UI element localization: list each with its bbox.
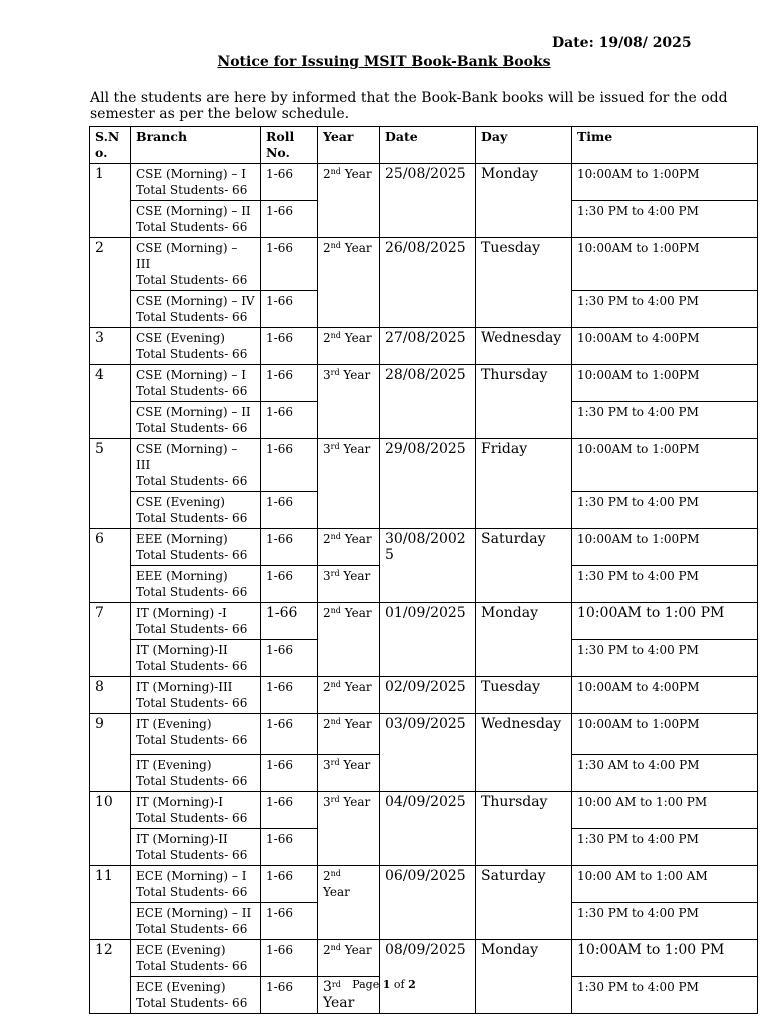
year-suffix: rd [330, 368, 340, 377]
day-cell: Monday [476, 603, 572, 677]
serial-number-cell: 1 [90, 164, 131, 238]
table-header-row [90, 127, 758, 164]
time-cell: 1:30 PM to 4:00 PM [572, 291, 758, 328]
time-cell: 10:00AM to 1:00 PM [572, 940, 758, 977]
year-cell [318, 439, 380, 529]
time-cell: 10:00AM to 1:00PM [572, 714, 758, 755]
year-suffix: rd [330, 442, 340, 451]
time-cell: 10:00 AM to 1:00 PM [572, 792, 758, 829]
day-cell: Tuesday [476, 238, 572, 328]
roll-number-cell: 1-66 [261, 829, 318, 866]
time-cell: 10:00AM to 1:00 PM [572, 603, 758, 640]
table-row [90, 866, 758, 903]
date-cell: 06/09/2025 [380, 866, 476, 940]
roll-number-cell: 1-66 [261, 566, 318, 603]
year-cell [318, 940, 380, 977]
roll-number-cell: 1-66 [261, 603, 318, 640]
year-cell [318, 866, 380, 940]
serial-number-cell: 12 [90, 940, 131, 1014]
year-word: Year [344, 167, 372, 181]
year-word: Year [344, 717, 372, 731]
year-word: Year [344, 331, 372, 345]
year-cell [318, 328, 380, 365]
branch-cell [131, 365, 261, 402]
branch-cell [131, 492, 261, 529]
year-suffix: rd [330, 758, 340, 767]
year-number: 2 [323, 241, 331, 255]
branch-name: IT (Morning) -I [136, 606, 227, 620]
day-cell: Thursday [476, 365, 572, 439]
header-day: Day [476, 127, 572, 164]
branch-cell [131, 677, 261, 714]
year-suffix: rd [330, 795, 340, 804]
roll-number-cell: 1-66 [261, 402, 318, 439]
table-row [90, 238, 758, 291]
serial-number-cell: 5 [90, 439, 131, 529]
year-number: 3 [323, 442, 331, 456]
year-cell [318, 365, 380, 439]
time-cell: 10:00AM to 1:00PM [572, 365, 758, 402]
date-cell: 27/08/2025 [380, 328, 476, 365]
header-sno: S.N o. [90, 127, 131, 164]
serial-number-cell: 4 [90, 365, 131, 439]
year-word: Year [323, 995, 355, 1011]
year-word: Year [343, 442, 371, 456]
notice-date: Date: 19/08/ 2025 [552, 35, 692, 51]
serial-number-cell: 11 [90, 866, 131, 940]
date-cell: 02/09/2025 [380, 677, 476, 714]
year-word: Year [344, 680, 372, 694]
total-students: Total Students- 66 [136, 733, 248, 747]
year-cell [318, 529, 380, 566]
year-number: 3 [323, 569, 331, 583]
of-word: of [393, 978, 405, 991]
year-suffix: nd [330, 717, 341, 726]
branch-cell [131, 566, 261, 603]
total-students: Total Students- 66 [136, 548, 248, 562]
serial-number-cell: 9 [90, 714, 131, 792]
time-cell: 10:00AM to 1:00PM [572, 529, 758, 566]
roll-number-cell: 1-66 [261, 977, 318, 1014]
branch-cell [131, 328, 261, 365]
date-cell: 28/08/2025 [380, 365, 476, 439]
roll-number-cell: 1-66 [261, 328, 318, 365]
roll-number-cell: 1-66 [261, 164, 318, 201]
serial-number-cell: 7 [90, 603, 131, 677]
branch-name: IT (Morning)-II [136, 643, 228, 657]
total-students: Total Students- 66 [136, 922, 248, 936]
time-cell: 10:00AM to 4:00PM [572, 677, 758, 714]
branch-name: ECE (Morning) – II [136, 906, 252, 920]
roll-number-cell: 1-66 [261, 866, 318, 903]
year-word: Year [344, 943, 372, 957]
year-number: 2 [323, 869, 331, 883]
roll-number-cell: 1-66 [261, 677, 318, 714]
year-suffix: nd [330, 869, 341, 878]
roll-number-cell: 1-66 [261, 439, 318, 492]
date-cell: 26/08/2025 [380, 238, 476, 328]
branch-name: IT (Morning)-II [136, 832, 228, 846]
branch-name: ECE (Evening) [136, 943, 226, 957]
time-cell: 1:30 PM to 4:00 PM [572, 903, 758, 940]
total-students: Total Students- 66 [136, 848, 248, 862]
total-students: Total Students- 66 [136, 811, 248, 825]
page-number: 1 [382, 978, 391, 991]
day-cell: Saturday [476, 529, 572, 603]
branch-cell [131, 291, 261, 328]
branch-cell [131, 603, 261, 640]
day-cell: Monday [476, 940, 572, 1014]
day-cell: Wednesday [476, 328, 572, 365]
date-cell: 29/08/2025 [380, 439, 476, 529]
time-cell: 1:30 PM to 4:00 PM [572, 201, 758, 238]
year-number: 2 [323, 606, 331, 620]
year-number: 2 [323, 532, 331, 546]
serial-number-cell: 6 [90, 529, 131, 603]
serial-number-cell: 10 [90, 792, 131, 866]
date-cell: 25/08/2025 [380, 164, 476, 238]
roll-number-cell: 1-66 [261, 903, 318, 940]
branch-cell [131, 714, 261, 755]
serial-number-cell: 3 [90, 328, 131, 365]
year-word: Year [344, 532, 372, 546]
day-cell: Friday [476, 439, 572, 529]
page-total: 2 [408, 978, 416, 991]
total-students: Total Students- 66 [136, 774, 248, 788]
year-word: Year [343, 569, 371, 583]
branch-cell [131, 529, 261, 566]
branch-name: CSE (Evening) [136, 495, 225, 509]
roll-number-cell: 1-66 [261, 714, 318, 755]
time-cell: 1:30 AM to 4:00 PM [572, 755, 758, 792]
branch-name: CSE (Morning) – I [136, 167, 246, 181]
branch-name: CSE (Morning) – II [136, 405, 251, 419]
total-students: Total Students- 66 [136, 474, 248, 488]
header-date: Date [380, 127, 476, 164]
roll-number-cell: 1-66 [261, 291, 318, 328]
total-students: Total Students- 66 [136, 696, 248, 710]
time-cell: 1:30 PM to 4:00 PM [572, 402, 758, 439]
year-number: 3 [323, 979, 332, 995]
date-cell: 08/09/2025 [380, 940, 476, 1014]
branch-cell [131, 439, 261, 492]
branch-cell [131, 201, 261, 238]
serial-number-cell: 2 [90, 238, 131, 328]
roll-number-cell: 1-66 [261, 640, 318, 677]
total-students: Total Students- 66 [136, 347, 248, 361]
branch-name: CSE (Morning) – II [136, 204, 251, 218]
branch-name: CSE (Morning) – I [136, 368, 246, 382]
roll-number-cell: 1-66 [261, 755, 318, 792]
year-number: 3 [323, 758, 331, 772]
branch-cell [131, 903, 261, 940]
branch-name: IT (Morning)-III [136, 680, 233, 694]
table-row [90, 328, 758, 365]
time-cell: 1:30 PM to 4:00 PM [572, 566, 758, 603]
table-row [90, 529, 758, 566]
roll-number-cell: 1-66 [261, 201, 318, 238]
branch-cell [131, 164, 261, 201]
table-row [90, 439, 758, 492]
time-cell: 10:00AM to 1:00PM [572, 238, 758, 291]
roll-number-cell: 1-66 [261, 792, 318, 829]
year-number: 2 [323, 680, 331, 694]
branch-name: CSE (Evening) [136, 331, 225, 345]
day-cell: Wednesday [476, 714, 572, 792]
year-cell [318, 792, 380, 866]
table-row [90, 677, 758, 714]
branch-cell [131, 792, 261, 829]
intro-paragraph: All the students are here by informed that the Book-Bank books will be issued for the odd semester as per the below schedule. [90, 90, 728, 122]
table-row [90, 365, 758, 402]
year-suffix: nd [330, 331, 341, 340]
total-students: Total Students- 66 [136, 421, 248, 435]
branch-name: CSE (Morning) – III [136, 442, 238, 472]
year-number: 2 [323, 717, 331, 731]
year-word: Year [344, 606, 372, 620]
time-cell: 10:00 AM to 1:00 AM [572, 866, 758, 903]
total-students: Total Students- 66 [136, 585, 248, 599]
branch-cell [131, 640, 261, 677]
serial-number-cell: 8 [90, 677, 131, 714]
total-students: Total Students- 66 [136, 659, 248, 673]
roll-number-cell: 1-66 [261, 365, 318, 402]
total-students: Total Students- 66 [136, 959, 248, 973]
date-cell: 30/08/2002 5 [380, 529, 476, 603]
branch-cell [131, 238, 261, 291]
table-row [90, 792, 758, 829]
time-cell: 1:30 PM to 4:00 PM [572, 640, 758, 677]
time-cell: 1:30 PM to 4:00 PM [572, 492, 758, 529]
total-students: Total Students- 66 [136, 384, 248, 398]
branch-cell [131, 755, 261, 792]
year-suffix: nd [330, 943, 341, 952]
year-cell [318, 677, 380, 714]
total-students: Total Students- 66 [136, 511, 248, 525]
roll-number-cell: 1-66 [261, 238, 318, 291]
branch-cell [131, 402, 261, 439]
branch-name: CSE (Morning) – III [136, 241, 238, 271]
year-cell [318, 714, 380, 755]
table-row [90, 164, 758, 201]
branch-name: IT (Morning)-I [136, 795, 223, 809]
header-year: Year [318, 127, 380, 164]
year-number: 3 [323, 368, 331, 382]
year-cell [318, 238, 380, 328]
total-students: Total Students- 66 [136, 220, 248, 234]
day-cell: Tuesday [476, 677, 572, 714]
year-number: 3 [323, 795, 331, 809]
time-cell: 10:00AM to 4:00PM [572, 328, 758, 365]
branch-name: ECE (Evening) [136, 980, 226, 994]
year-number: 2 [323, 331, 331, 345]
page-footer [0, 978, 768, 991]
year-cell [318, 603, 380, 677]
year-cell [318, 566, 380, 603]
table-row [90, 603, 758, 640]
year-suffix: rd [330, 569, 340, 578]
total-students: Total Students- 66 [136, 622, 248, 636]
day-cell: Thursday [476, 792, 572, 866]
branch-cell [131, 866, 261, 903]
roll-number-cell: 1-66 [261, 529, 318, 566]
year-word: Year [343, 758, 371, 772]
year-word: Year [343, 795, 371, 809]
time-cell: 10:00AM to 1:00PM [572, 164, 758, 201]
total-students: Total Students- 66 [136, 183, 248, 197]
year-cell [318, 755, 380, 792]
branch-name: IT (Evening) [136, 717, 212, 731]
year-number: 2 [323, 943, 331, 957]
year-number: 2 [323, 167, 331, 181]
total-students: Total Students- 66 [136, 996, 248, 1010]
year-cell [318, 164, 380, 238]
header-roll: Roll No. [261, 127, 318, 164]
year-suffix: nd [330, 167, 341, 176]
total-students: Total Students- 66 [136, 273, 248, 287]
year-suffix: nd [330, 680, 341, 689]
year-suffix: nd [330, 532, 341, 541]
time-cell: 1:30 PM to 4:00 PM [572, 977, 758, 1014]
header-branch: Branch [131, 127, 261, 164]
branch-cell [131, 940, 261, 977]
year-suffix: nd [330, 241, 341, 250]
table-row [90, 940, 758, 977]
year-word: Year [344, 241, 372, 255]
time-cell: 1:30 PM to 4:00 PM [572, 829, 758, 866]
date-cell: 01/09/2025 [380, 603, 476, 677]
day-cell: Monday [476, 164, 572, 238]
year-word: Year [343, 368, 371, 382]
header-time: Time [572, 127, 758, 164]
branch-name: IT (Evening) [136, 758, 212, 772]
schedule-body [90, 164, 758, 1014]
branch-name: CSE (Morning) – IV [136, 294, 255, 308]
day-cell: Saturday [476, 866, 572, 940]
roll-number-cell: 1-66 [261, 940, 318, 977]
date-cell: 04/09/2025 [380, 792, 476, 866]
table-row [90, 714, 758, 755]
schedule-table [89, 126, 758, 1014]
branch-cell [131, 829, 261, 866]
year-suffix: nd [330, 606, 341, 615]
time-cell: 10:00AM to 1:00PM [572, 439, 758, 492]
total-students: Total Students- 66 [136, 310, 248, 324]
notice-title: Notice for Issuing MSIT Book-Bank Books [217, 54, 551, 70]
total-students: Total Students- 66 [136, 885, 248, 899]
roll-number-cell: 1-66 [261, 492, 318, 529]
year-suffix: rd [331, 980, 341, 989]
year-word: Year [323, 885, 350, 899]
page-word: Page [352, 978, 380, 991]
date-cell: 03/09/2025 [380, 714, 476, 792]
branch-name: EEE (Morning) [136, 532, 228, 546]
branch-name: EEE (Morning) [136, 569, 228, 583]
branch-name: ECE (Morning) – I [136, 869, 247, 883]
